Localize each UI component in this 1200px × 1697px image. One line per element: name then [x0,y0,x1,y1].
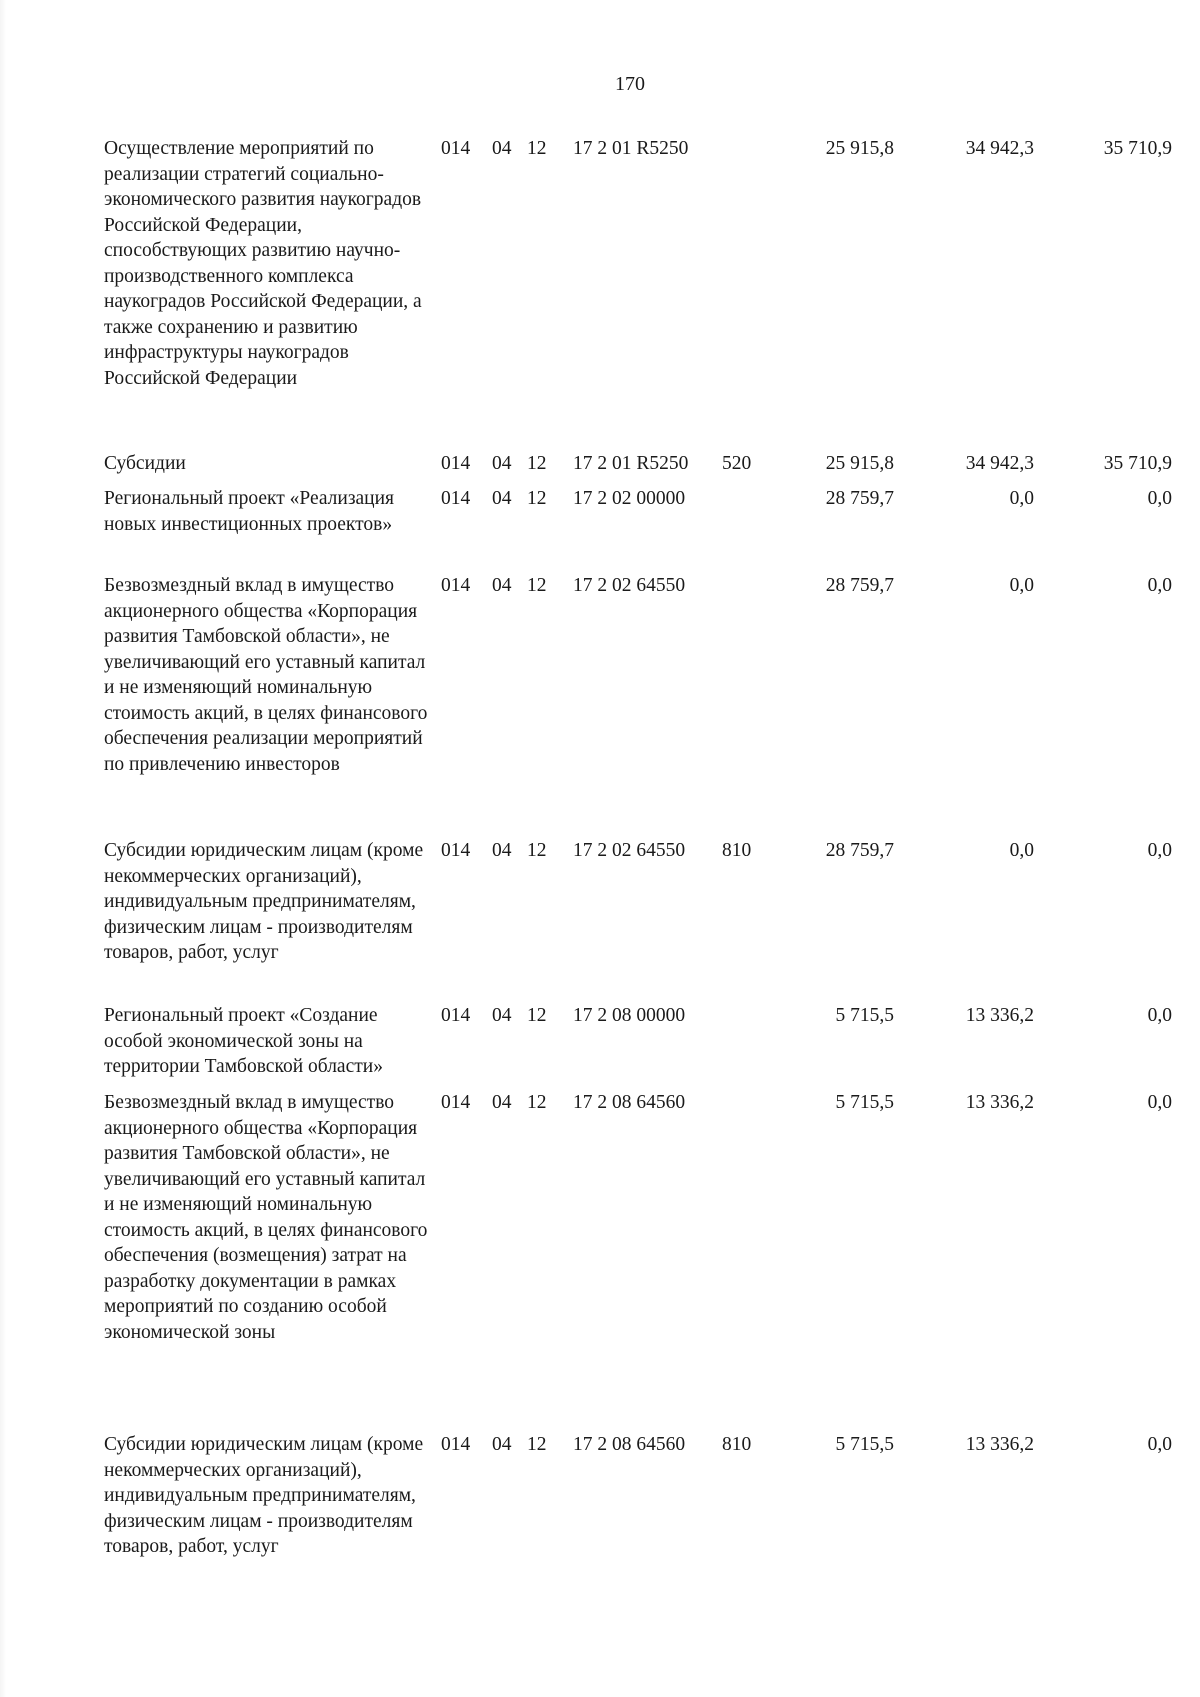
target-article-code: 17 2 08 64560 [573,1434,686,1455]
subsection-code: 12 [527,1005,547,1026]
section-code: 04 [492,575,512,596]
subsection-code: 12 [527,488,547,509]
amount-year-2: 34 942,3 [965,453,1034,474]
row-name: Безвозмездный вклад в имущество акционерного общества «Корпорация развития Тамбовской области», не увеличивающий его уставный капитал и не изменяющий номинальную стоимость акций, в целях финансового обеспечения (возмещения) затрат на разработку документации в рамках мероприятий по созданию особой экономической зоны [104,1092,428,1343]
target-article-code: 17 2 02 64550 [573,575,686,596]
section-code: 04 [492,488,512,509]
section-code: 04 [492,138,512,159]
amount-year-1: 5 715,5 [835,1092,894,1113]
row-name: Осуществление мероприятий по реализации стратегий социально-экономического развития наукоградов Российской Федерации, способствующих развитию научно-производственного комплекса наукоградов Российской Федерации, а также сохранению и развитию инфраструктуры наукоградов Российской Федерации [104,138,422,389]
expense-type-code: 810 [722,840,752,861]
admin-code: 014 [441,575,471,596]
amount-year-2: 0,0 [1009,488,1034,509]
amount-year-1: 28 759,7 [825,575,894,596]
amount-year-2: 0,0 [1009,840,1034,861]
amount-year-2: 13 336,2 [965,1005,1034,1026]
section-code: 04 [492,1434,512,1455]
subsection-code: 12 [527,1092,547,1113]
target-article-code: 17 2 01 R5250 [573,453,689,474]
amount-year-2: 13 336,2 [965,1092,1034,1113]
section-code: 04 [492,453,512,474]
amount-year-1: 28 759,7 [825,840,894,861]
amount-year-3: 0,0 [1147,575,1172,596]
admin-code: 014 [441,453,471,474]
target-article-code: 17 2 02 64550 [573,840,686,861]
admin-code: 014 [441,840,471,861]
target-article-code: 17 2 02 00000 [573,488,686,509]
amount-year-1: 5 715,5 [835,1434,894,1455]
amount-year-1: 25 915,8 [825,138,894,159]
row-name: Региональный проект «Реализация новых инвестиционных проектов» [104,488,395,535]
target-article-code: 17 2 01 R5250 [573,138,689,159]
amount-year-1: 25 915,8 [825,453,894,474]
admin-code: 014 [441,1005,471,1026]
row-name: Безвозмездный вклад в имущество акционерного общества «Корпорация развития Тамбовской области», не увеличивающий его уставный капитал и не изменяющий номинальную стоимость акций, в целях финансового обеспечения реализации мероприятий по привлечению инвесторов [104,575,428,775]
scan-edge [0,0,6,1697]
admin-code: 014 [441,1434,471,1455]
page-number: 170 [615,73,645,95]
amount-year-3: 0,0 [1147,1434,1172,1455]
amount-year-3: 0,0 [1147,840,1172,861]
amount-year-3: 0,0 [1147,488,1172,509]
amount-year-2: 0,0 [1009,575,1034,596]
target-article-code: 17 2 08 64560 [573,1092,686,1113]
section-code: 04 [492,840,512,861]
admin-code: 014 [441,1092,471,1113]
admin-code: 014 [441,138,471,159]
subsection-code: 12 [527,840,547,861]
subsection-code: 12 [527,453,547,474]
section-code: 04 [492,1092,512,1113]
amount-year-3: 0,0 [1147,1092,1172,1113]
subsection-code: 12 [527,575,547,596]
subsection-code: 12 [527,1434,547,1455]
admin-code: 014 [441,488,471,509]
row-name: Региональный проект «Создание особой экономической зоны на территории Тамбовской области» [104,1005,383,1077]
expense-type-code: 810 [722,1434,752,1455]
row-name: Субсидии юридическим лицам (кроме некоммерческих организаций), индивидуальным предпринимателям, физическим лицам - производителям товаров, работ, услуг [104,1434,424,1557]
subsection-code: 12 [527,138,547,159]
section-code: 04 [492,1005,512,1026]
amount-year-1: 28 759,7 [825,488,894,509]
row-name: Субсидии юридическим лицам (кроме некоммерческих организаций), индивидуальным предпринимателям, физическим лицам - производителям товаров, работ, услуг [104,840,424,963]
expense-type-code: 520 [722,453,752,474]
amount-year-2: 34 942,3 [965,138,1034,159]
amount-year-3: 35 710,9 [1103,453,1172,474]
amount-year-3: 35 710,9 [1103,138,1172,159]
target-article-code: 17 2 08 00000 [573,1005,686,1026]
amount-year-2: 13 336,2 [965,1434,1034,1455]
row-name: Субсидии [104,453,186,474]
amount-year-3: 0,0 [1147,1005,1172,1026]
amount-year-1: 5 715,5 [835,1005,894,1026]
